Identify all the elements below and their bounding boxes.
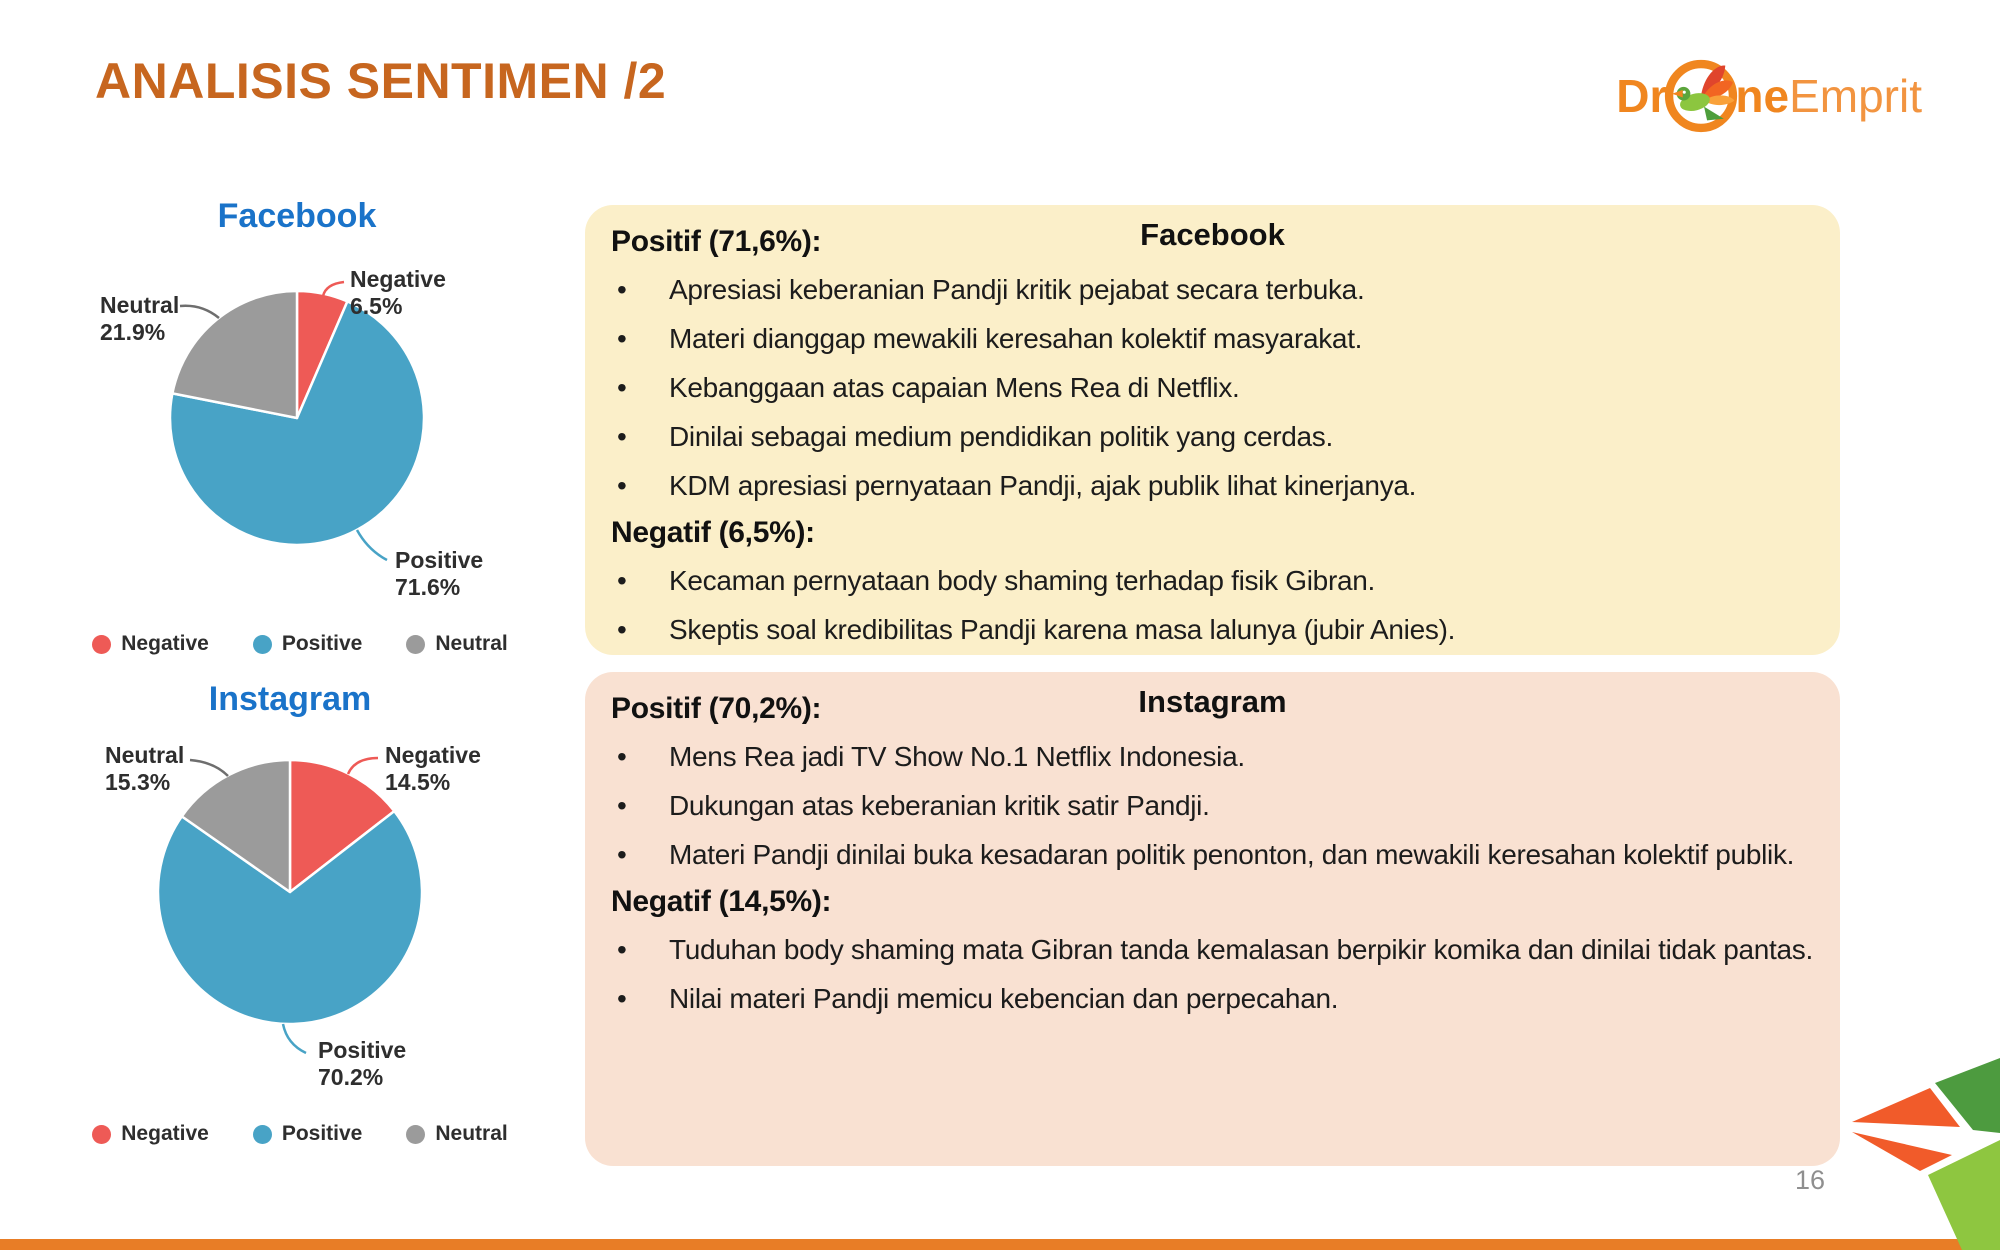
facebook-legend	[55, 632, 545, 656]
legend-label: Negative	[121, 632, 209, 655]
facebook-pie-chart	[40, 250, 560, 610]
panel-heading-facebook: Facebook	[1140, 217, 1285, 252]
section-title: Negatif (6,5%):	[611, 516, 815, 549]
bullet-text: Mens Rea jadi TV Show No.1 Netflix Indonesia.	[669, 741, 1245, 772]
bullet-item	[611, 461, 1814, 510]
bullet-dot: •	[617, 741, 627, 772]
bullet-dot: •	[617, 614, 627, 645]
facebook-summary-panel	[585, 205, 1840, 655]
droneemprit-bird-icon	[1663, 58, 1739, 134]
bullet-dot: •	[617, 372, 627, 403]
slice-label-negative: Negative 14.5%	[385, 742, 481, 795]
bullet-item	[611, 974, 1814, 1023]
legend-dot-negative	[92, 635, 111, 654]
bullet-item	[611, 412, 1814, 461]
leader-line-negative	[348, 758, 378, 774]
leader-line-positive	[357, 530, 387, 560]
bullet-item	[611, 556, 1814, 605]
bullet-dot: •	[617, 983, 627, 1014]
legend-label: Positive	[281, 632, 363, 655]
bullet-item	[611, 363, 1814, 412]
droneemprit-logo	[1616, 58, 1922, 134]
legend-item-positive	[253, 632, 363, 656]
legend-item-neutral	[406, 632, 507, 656]
page-number: 16	[1795, 1165, 1826, 1195]
corner-leaf-decoration	[1820, 1040, 2000, 1250]
legend-label: Negative	[121, 1122, 209, 1145]
leader-line-positive	[283, 1024, 306, 1053]
legend-dot-neutral	[406, 1125, 425, 1144]
legend-item-neutral	[406, 1122, 507, 1146]
bullet-item	[611, 314, 1814, 363]
bullet-item	[611, 265, 1814, 314]
bullet-dot: •	[617, 274, 627, 305]
legend-label: Neutral	[435, 1122, 508, 1145]
leader-line-neutral	[190, 760, 228, 776]
bullet-text: Kecaman pernyataan body shaming terhadap fisik Gibran.	[669, 565, 1376, 596]
slice-label-neutral: Neutral 15.3%	[105, 742, 185, 795]
bullet-text: Apresiasi keberanian Pandji kritik pejabat secara terbuka.	[669, 274, 1365, 305]
instagram-chart-title: Instagram	[208, 680, 372, 718]
legend-dot-negative	[92, 1125, 111, 1144]
bullet-text: Nilai materi Pandji memicu kebencian dan perpecahan.	[669, 983, 1339, 1014]
legend-dot-positive	[253, 635, 272, 654]
bullet-item	[611, 605, 1814, 654]
logo-text-dr: Dr	[1616, 70, 1668, 122]
bullet-item	[611, 732, 1814, 781]
bullet-dot: •	[617, 470, 627, 501]
slide-title: ANALISIS SENTIMEN /2	[95, 53, 667, 109]
bullet-dot: •	[617, 421, 627, 452]
instagram-summary-panel	[585, 672, 1840, 1166]
legend-item-negative	[92, 632, 209, 656]
panel-body-facebook	[611, 205, 1814, 654]
slice-label-neutral: Neutral 21.9%	[100, 292, 180, 345]
bullet-dot: •	[617, 323, 627, 354]
bullet-text: Dukungan atas keberanian kritik satir Pandji.	[669, 790, 1210, 821]
bottom-accent-bar	[0, 1239, 1966, 1250]
slice-label-positive: Positive 70.2%	[318, 1037, 407, 1090]
bullet-dot: •	[617, 934, 627, 965]
legend-dot-positive	[253, 1125, 272, 1144]
legend-label: Neutral	[435, 632, 508, 655]
legend-dot-neutral	[406, 635, 425, 654]
legend-item-positive	[253, 1122, 363, 1146]
section-title: Positif (70,2%):	[611, 692, 822, 725]
bullet-text: KDM apresiasi pernyataan Pandji, ajak publik lihat kinerjanya.	[669, 470, 1417, 501]
bullet-dot: •	[617, 790, 627, 821]
bullet-dot: •	[617, 839, 627, 870]
leader-line-neutral	[180, 306, 219, 318]
bullet-text: Dinilai sebagai medium pendidikan politik yang cerdas.	[669, 421, 1333, 452]
bullet-item	[611, 781, 1814, 830]
bullet-item	[611, 830, 1814, 879]
slice-label-positive: Positive 71.6%	[395, 547, 484, 600]
logo-text-emprit: Emprit	[1789, 70, 1922, 122]
section-title: Positif (71,6%):	[611, 225, 822, 258]
instagram-pie-chart	[40, 722, 560, 1102]
logo-text-ne: ne	[1735, 70, 1790, 122]
slice-label-negative: Negative 6.5%	[350, 266, 446, 319]
bullet-text: Kebanggaan atas capaian Mens Rea di Netflix.	[669, 372, 1240, 403]
legend-item-negative	[92, 1122, 209, 1146]
bullet-text: Materi dianggap mewakili keresahan kolektif masyarakat.	[669, 323, 1363, 354]
section-title: Negatif (14,5%):	[611, 885, 832, 918]
facebook-chart-title: Facebook	[217, 197, 377, 235]
bullet-text: Materi Pandji dinilai buka kesadaran politik penonton, dan mewakili keresahan kolektif publik.	[669, 839, 1795, 870]
bullet-dot: •	[617, 565, 627, 596]
instagram-legend	[55, 1122, 545, 1146]
panel-body-instagram	[611, 672, 1814, 1023]
bullet-text: Skeptis soal kredibilitas Pandji karena masa lalunya (jubir Anies).	[669, 614, 1456, 645]
bullet-item	[611, 925, 1814, 974]
panel-heading-instagram: Instagram	[1138, 684, 1287, 719]
bullet-text: Tuduhan body shaming mata Gibran tanda kemalasan berpikir komika dan dinilai tidak pantas.	[669, 934, 1813, 965]
legend-label: Positive	[281, 1122, 363, 1145]
